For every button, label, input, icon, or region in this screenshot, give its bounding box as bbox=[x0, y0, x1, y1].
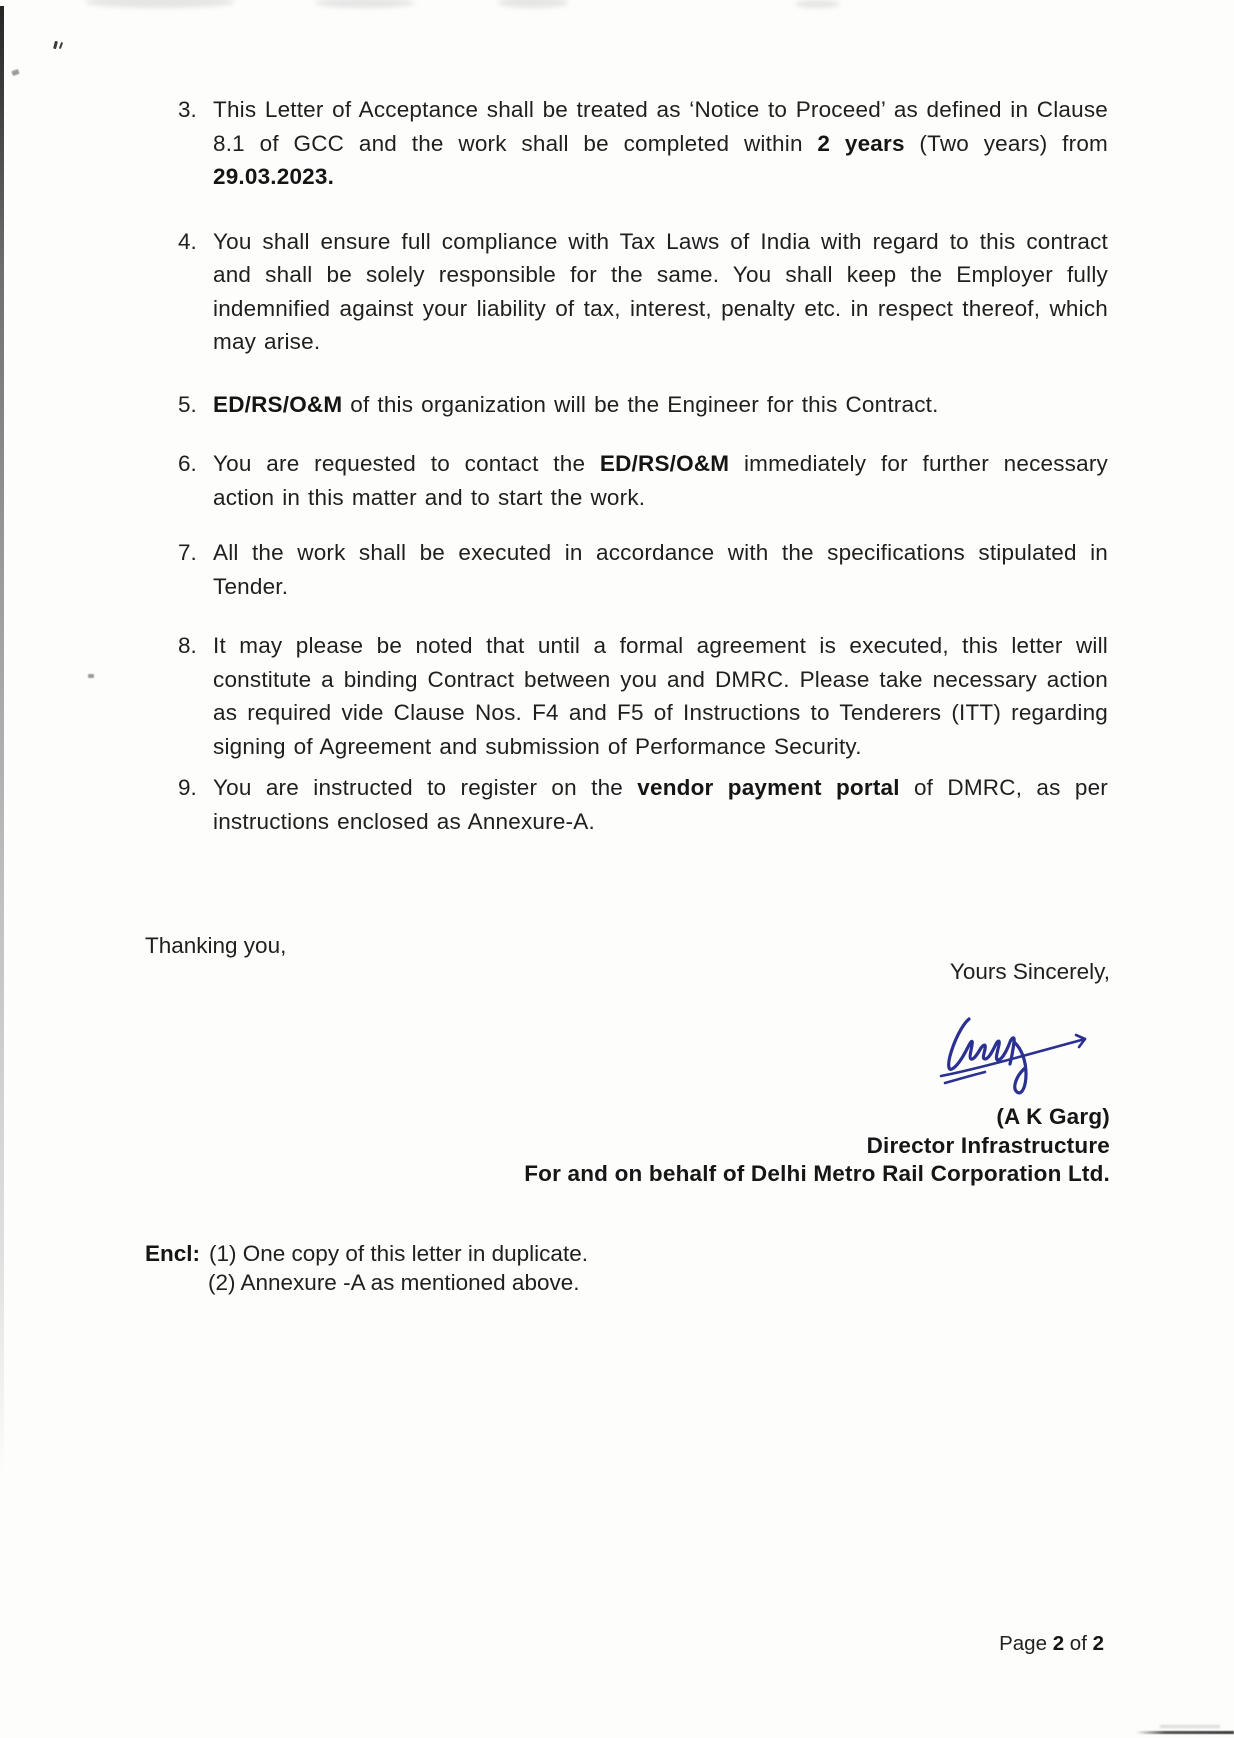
text: You shall ensure full compliance with Tax Laws of India with regard to this contract and shall be solely responsible for the same. You shall keep the Employer fully indemnified against your liability of tax, interest, penalty etc. in respect thereof, which may arise. bbox=[213, 228, 1108, 354]
scan-edge-left bbox=[0, 6, 4, 1476]
text: (Two years) from bbox=[904, 130, 1108, 156]
bold-text: ED/RS/O&M bbox=[599, 451, 730, 476]
list-item bbox=[145, 536, 1108, 603]
list-item bbox=[145, 225, 1108, 359]
bold-text: 29.03.2023. bbox=[213, 164, 335, 189]
item-text bbox=[213, 447, 1108, 514]
scan-smudge bbox=[315, 0, 415, 8]
ink-speck bbox=[59, 42, 63, 49]
text: immediately for further necessary action in this matter and to start the work. bbox=[213, 451, 1108, 510]
list-item bbox=[145, 447, 1108, 514]
text: of this organization will be the Engineer for this Contract. bbox=[342, 391, 939, 417]
item-text bbox=[213, 536, 1108, 603]
closing-thanks: Thanking you, bbox=[145, 932, 287, 958]
text: It may please be noted that until a formal agreement is executed, this letter will constitute a binding Contract between you and DMRC. Please take necessary action as required vide Clause Nos. F4 and F5 of Instructions to Tenderers (ITT) regarding signing of Agreement and submission of Performance Security. bbox=[213, 633, 1108, 759]
page-footer bbox=[999, 1632, 1104, 1656]
enclosure-label: Encl: bbox=[145, 1241, 201, 1266]
enclosure-text: (2) Annexure -A as mentioned above. bbox=[208, 1269, 580, 1295]
item-text bbox=[213, 771, 1108, 838]
enclosure-text: (1) One copy of this letter in duplicate. bbox=[209, 1241, 588, 1266]
scan-line-bottom-right bbox=[1136, 1731, 1234, 1734]
item-number: 9. bbox=[178, 775, 197, 800]
bold-text: 2 bbox=[1092, 1632, 1104, 1655]
signature-stroke bbox=[1014, 1042, 1026, 1093]
item-text bbox=[213, 93, 1108, 194]
signature-area bbox=[524, 958, 1110, 1189]
text: You are instructed to register on the bbox=[213, 775, 638, 800]
item-number: 6. bbox=[178, 451, 197, 476]
scan-smudge bbox=[498, 0, 568, 8]
signatory-name: (A K Garg) bbox=[996, 1104, 1110, 1129]
closing-sincerely: Yours Sincerely, bbox=[949, 959, 1110, 984]
item-text bbox=[213, 225, 1108, 359]
scan-line-bottom-right bbox=[1160, 1725, 1220, 1728]
item-number: 5. bbox=[178, 391, 197, 417]
text: This Letter of Acceptance shall be treated as ‘Notice to Proceed’ as defined in Clause 8.1 of GCC and the work shall be completed within bbox=[213, 97, 1108, 156]
text: You are requested to contact the bbox=[213, 451, 600, 476]
text: of bbox=[1064, 1632, 1093, 1655]
item-text bbox=[213, 388, 1108, 422]
signatory-org: For and on behalf of Delhi Metro Rail Corporation Ltd. bbox=[524, 1161, 1110, 1186]
list-item bbox=[145, 93, 1108, 194]
item-text bbox=[213, 629, 1108, 763]
scan-smudge bbox=[795, 0, 840, 8]
enclosure-line bbox=[145, 1269, 588, 1298]
enclosures bbox=[145, 1240, 588, 1297]
item-number: 7. bbox=[178, 540, 197, 565]
enclosure-line bbox=[145, 1240, 588, 1269]
item-number: 3. bbox=[178, 97, 197, 122]
ink-speck bbox=[53, 41, 58, 49]
numbered-list bbox=[145, 93, 1108, 864]
bold-text: vendor payment portal bbox=[637, 775, 900, 800]
list-item bbox=[145, 629, 1108, 763]
bold-text: 2 years bbox=[817, 130, 905, 156]
ink-speck bbox=[88, 674, 94, 678]
list-item bbox=[145, 388, 1108, 422]
text: of DMRC, as per instructions enclosed as Annexure-A. bbox=[213, 775, 1108, 834]
bold-text: 2 bbox=[1052, 1632, 1065, 1655]
text: All the work shall be executed in accordance with the specifications stipulated in Tender. bbox=[213, 540, 1108, 599]
bold-text: ED/RS/O&M bbox=[213, 391, 343, 417]
signatory-title: Director Infrastructure bbox=[866, 1132, 1110, 1158]
signature-ink bbox=[524, 1006, 1110, 1101]
ink-speck bbox=[11, 69, 19, 76]
item-number: 8. bbox=[178, 633, 197, 658]
list-item bbox=[145, 771, 1108, 838]
signature-scribble bbox=[933, 1006, 1108, 1101]
text: Page bbox=[999, 1632, 1053, 1655]
item-number: 4. bbox=[178, 228, 197, 254]
scan-smudge bbox=[85, 0, 235, 8]
